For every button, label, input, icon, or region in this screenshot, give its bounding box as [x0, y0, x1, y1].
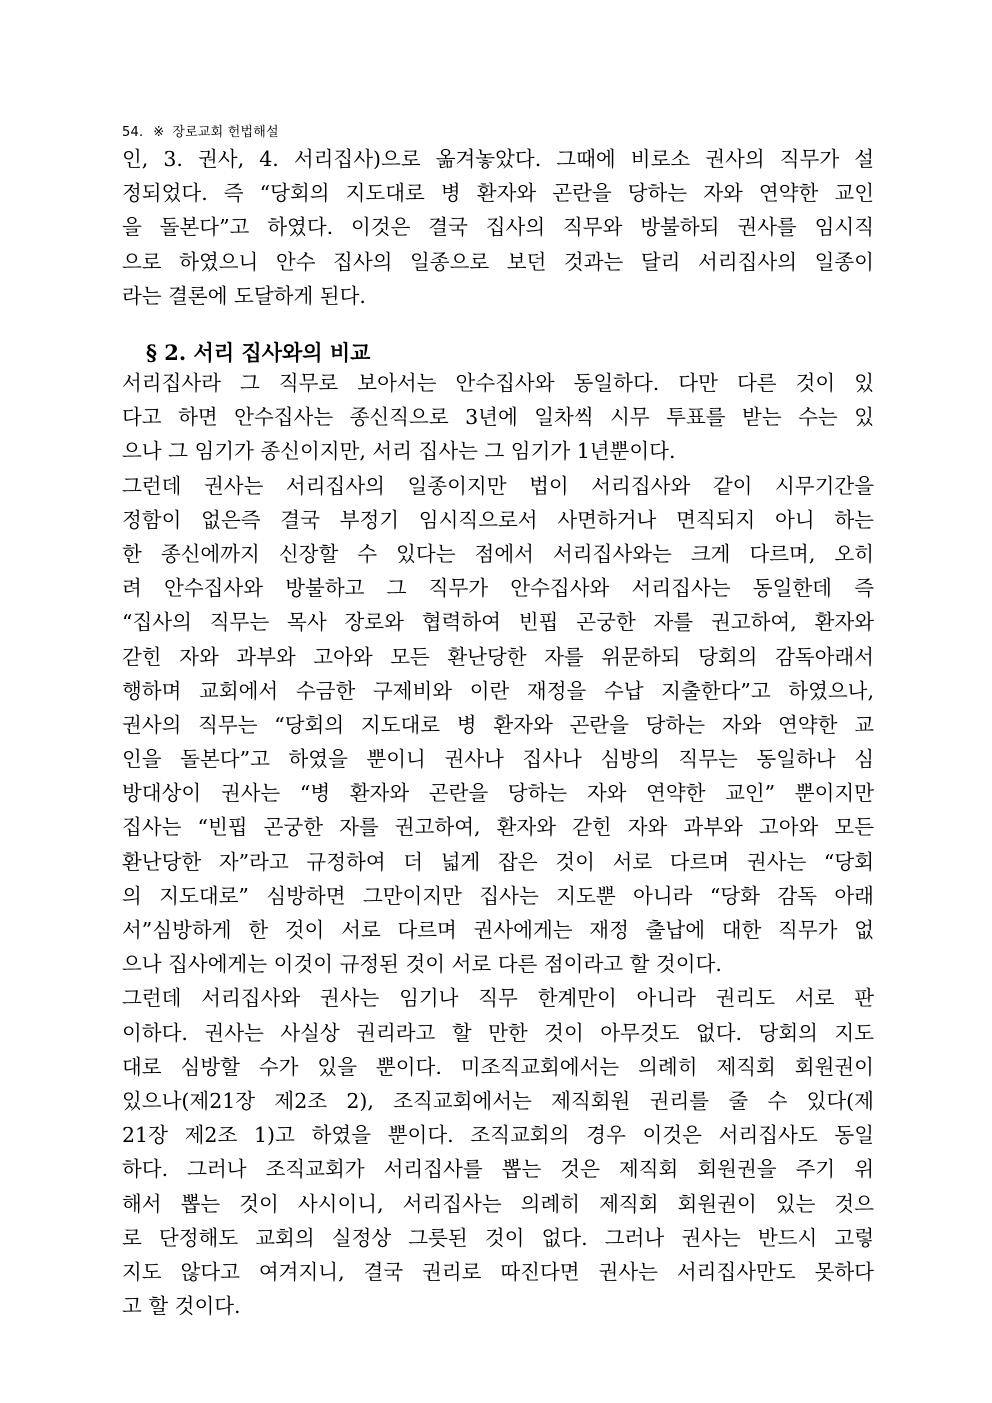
text-line: 해서 뽑는 것이 사시이니, 서리집사는 의례히 제직회 회원권이 있는 것으	[122, 1191, 874, 1216]
book-title: 장로교회 헌법해설	[172, 125, 279, 140]
text-line: 인을 돌본다”고 하였을 뿐이니 권사나 집사나 심방의 직무는 동일하나 심	[122, 747, 874, 772]
text-line: 방대상이 권사는 “병 환자와 곤란을 당하는 자와 연약한 교인” 뿐이지만	[122, 781, 874, 806]
section-heading: § 2. 서리 집사와의 비교	[146, 340, 371, 365]
text-line: “집사의 직무는 목사 장로와 협력하여 빈핍 곤궁한 자를 권고하여, 환자와	[122, 610, 874, 635]
text-line: 로 단정해도 교회의 실정상 그릇된 것이 없다. 그러나 권사는 반드시 고렇	[122, 1225, 874, 1250]
text-line: 지도 않다고 여겨지니, 결국 권리로 따진다면 권사는 서리집사만도 못하다	[122, 1259, 874, 1284]
running-header	[122, 121, 279, 140]
text-line: 한 종신에까지 신장할 수 있다는 점에서 서리집사와는 크게 다르며, 오히	[122, 541, 874, 566]
text-line: 권사의 직무는 “당회의 지도대로 병 환자와 곤란을 당하는 자와 연약한 교	[122, 712, 874, 737]
text-line: 대로 심방할 수가 있을 뿐이다. 미조직교회에서는 의례히 제직회 회원권이	[122, 1054, 874, 1079]
text-line: 으나 집사에게는 이것이 규정된 것이 서로 다른 점이라고 할 것이다.	[122, 952, 722, 977]
text-line: 려 안수집사와 방불하고 그 직무가 안수집사와 서리집사는 동일한데 즉	[122, 576, 874, 601]
text-line: 집사는 “빈핍 곤궁한 자를 권고하여, 환자와 갇힌 자와 과부와 고아와 모든	[122, 815, 874, 840]
text-line: 서”심방하게 한 것이 서로 다르며 권사에게는 재정 출납에 대한 직무가 없	[122, 918, 874, 942]
text-line: 그런데 권사는 서리집사의 일종이지만 법이 서리집사와 같이 시무기간을	[122, 473, 874, 498]
text-line: 의 지도대로” 심방하면 그만이지만 집사는 지도뿐 아니라 “당화 감독 아래	[122, 883, 874, 908]
text-line: 서리집사라 그 직무로 보아서는 안수집사와 동일하다. 다만 다른 것이 있	[122, 371, 874, 395]
text-line: 정되었다. 즉 “당회의 지도대로 병 환자와 곤란을 당하는 자와 연약한 교인	[122, 181, 874, 206]
text-line: 으로 하였으니 안수 집사의 일종으로 보던 것과는 달리 서리집사의 일종이	[122, 249, 874, 274]
reference-mark: ※	[153, 125, 165, 140]
page-number: 54.	[122, 125, 144, 140]
text-line: 갇힌 자와 과부와 고아와 모든 환난당한 자를 위문하되 당회의 감독아래서	[122, 644, 874, 669]
text-line: 이하다. 권사는 사실상 권리라고 할 만한 것이 아무것도 없다. 당회의 지도	[122, 1020, 874, 1045]
section-body	[122, 366, 874, 1323]
text-line: 을 돌본다”고 하였다. 이것은 결국 집사의 직무와 방불하되 권사를 임시직	[122, 215, 874, 240]
text-line: 고 할 것이다.	[122, 1294, 241, 1319]
text-line: 하다. 그러나 조직교회가 서리집사를 뽑는 것은 제직회 회원권을 주기 위	[122, 1157, 874, 1182]
text-line: 정함이 없은즉 결국 부정기 임시직으로서 사면하거나 면직되지 아니 하는	[122, 507, 874, 532]
text-line: 다고 하면 안수집사는 종신직으로 3년에 일차씩 시무 투표를 받는 수는 있	[122, 405, 874, 430]
intro-paragraph	[122, 142, 874, 313]
text-line: 라는 결론에 도달하게 된다.	[122, 283, 366, 308]
text-line: 21장 제2조 1)고 하였을 뿐이다. 조직교회의 경우 이것은 서리집사도 동일	[122, 1123, 874, 1148]
text-line: 있으나(제21장 제2조 2), 조직교회에서는 제직회원 권리를 줄 수 있다(제	[122, 1088, 874, 1113]
text-line: 환난당한 자”라고 규정하여 더 넓게 잡은 것이 서로 다르며 권사는 “당회	[122, 849, 874, 874]
text-line: 그런데 서리집사와 권사는 임기나 직무 한계만이 아니라 권리도 서로 판	[122, 986, 874, 1011]
text-line: 인, 3. 권사, 4. 서리집사)으로 옮겨놓았다. 그때에 비로소 권사의 직무가 설	[122, 147, 874, 171]
text-line: 행하며 교회에서 수금한 구제비와 이란 재정을 수납 지출한다”고 하였으나,	[122, 678, 874, 703]
text-line: 으나 그 임기가 종신이지만, 서리 집사는 그 임기가 1년뿐이다.	[122, 439, 676, 464]
